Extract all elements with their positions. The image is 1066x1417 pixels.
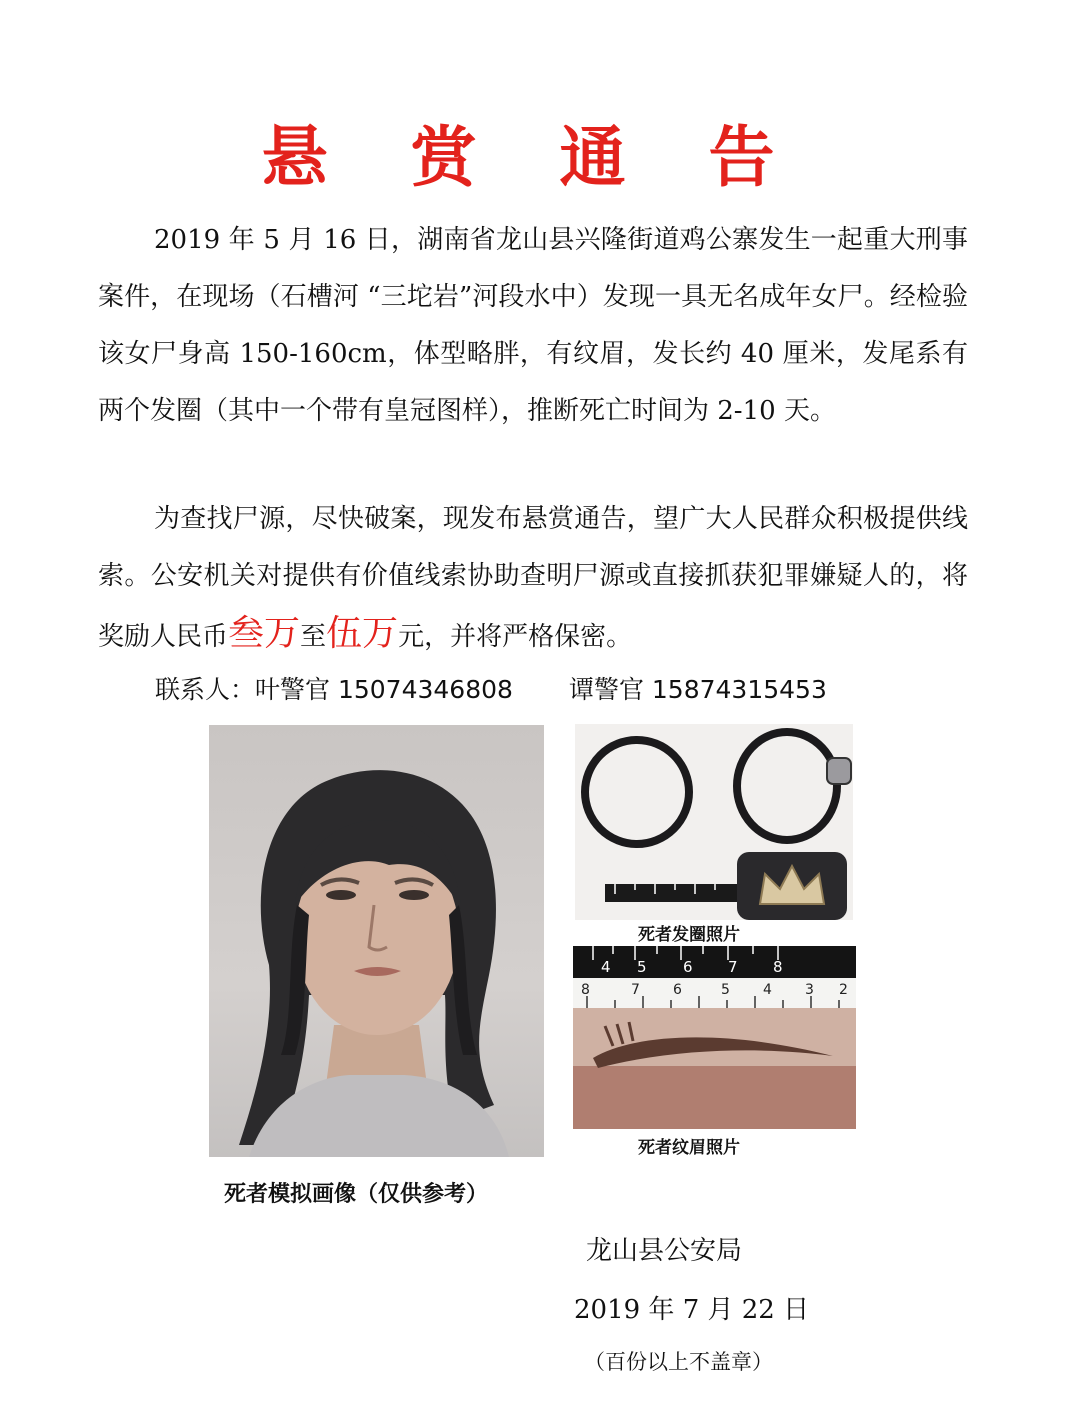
ruler-bottom-tick: 6 — [673, 982, 682, 998]
reward-text-middle: 至 — [300, 622, 327, 652]
ruler-bottom-tick: 3 — [805, 982, 814, 998]
ruler-top-tick: 8 — [773, 958, 783, 976]
contact-officer-ye: 叶警官 15074346808 — [255, 675, 513, 704]
contact-line — [155, 670, 827, 710]
notice-title: 悬 赏 通 告 — [261, 119, 805, 196]
deceased-sketch-image — [209, 725, 544, 1157]
contact-officer-tan: 谭警官 15874315453 — [568, 675, 827, 704]
ruler-bottom-tick: 2 — [839, 982, 848, 998]
ruler-top-tick: 6 — [683, 958, 693, 976]
reward-text-after: 元，并将严格保密。 — [398, 622, 633, 652]
reward-amount-high: 伍万 — [326, 613, 399, 654]
contact-label: 联系人： — [155, 675, 256, 704]
hair-tie-photo — [575, 724, 853, 920]
reward-description — [98, 491, 968, 666]
ruler-bottom-tick: 5 — [721, 982, 730, 998]
issuer-name: 龙山县公安局 — [586, 1236, 743, 1266]
eyebrow-tattoo-photo — [573, 946, 856, 1129]
stamp-note: （百份以上不盖章） — [584, 1350, 773, 1374]
sketch-caption: 死者模拟画像（仅供参考） — [224, 1182, 489, 1207]
issue-date: 2019 年 7 月 22 日 — [574, 1295, 810, 1325]
ruler-top-tick: 5 — [637, 958, 647, 976]
case-description: 2019 年 5 月 16 日，湖南省龙山县兴隆街道鸡公寨发生一起重大刑事案件，在现场（石槽河 “三坨岩”河段水中）发现一具无名成年女尸。经检验该女尸身高 150-160cm，体型略胖，有纹眉，发长约 40 厘米，发尾系有两个发圈（其中一个带有皇冠图样），推断死亡时间为 2-10 天。 — [98, 225, 968, 426]
ruler-top-tick: 4 — [601, 958, 611, 976]
ruler-top-tick: 7 — [728, 958, 738, 976]
reward-text-before: 为查找尸源，尽快破案，现发布悬赏通告，望广大人民群众积极提供线索。公安机关对提供有价值线索协助查明尸源或直接抓获犯罪嫌疑人的，将奖励人民币 — [98, 504, 968, 652]
eyebrow-caption: 死者纹眉照片 — [638, 1138, 740, 1158]
hair-tie-caption: 死者发圈照片 — [638, 925, 740, 945]
ruler-bottom-tick: 4 — [763, 982, 772, 998]
reward-amount-low: 叁万 — [228, 613, 301, 654]
ruler-bottom-tick: 7 — [631, 982, 640, 998]
ruler-bottom-tick: 8 — [581, 982, 590, 998]
